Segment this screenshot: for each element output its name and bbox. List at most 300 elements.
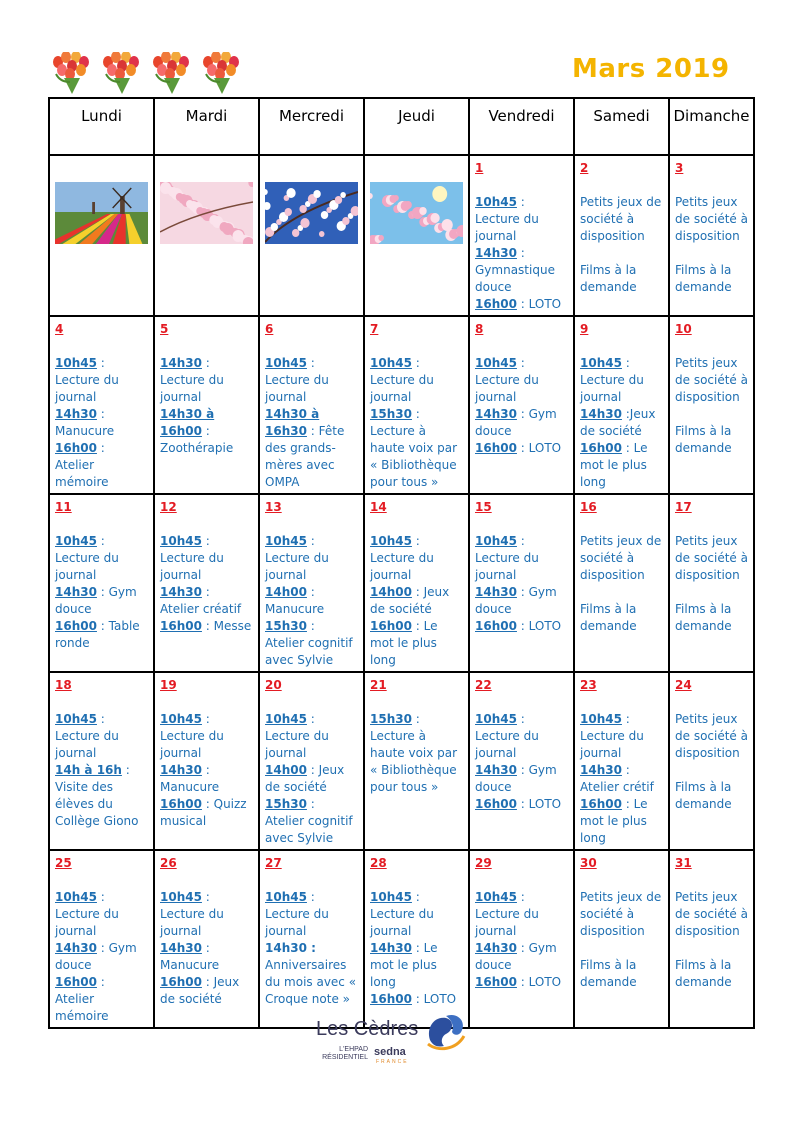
activity-text: Lecture du journal <box>475 729 539 760</box>
activity-label: : Fête des grands-mères avec OMPA <box>265 424 345 489</box>
day-number: 17 <box>675 500 692 514</box>
activity-text: Lecture du journal <box>370 907 434 938</box>
activity-label: : Jeux de société <box>265 763 345 794</box>
spacer <box>675 940 748 957</box>
activity-time: 14h30 <box>160 356 202 370</box>
activity-text: Lecture du journal <box>160 373 224 404</box>
activity-text: Lecture du journal <box>370 551 434 582</box>
spacer <box>675 245 748 262</box>
activity-text: Films à la demande <box>675 780 732 811</box>
activity-label: : LOTO <box>516 797 562 811</box>
activity-text: Atelier mémoire <box>55 458 109 489</box>
activity-line <box>55 457 148 491</box>
activity-time: 10h45 <box>160 534 202 548</box>
day-number: 28 <box>370 856 387 870</box>
activity-time: 14h30 <box>160 585 202 599</box>
cedar-emblem-icon <box>424 1010 468 1052</box>
activity-line <box>265 618 358 635</box>
activity-time: 14h00 <box>370 585 412 599</box>
activity-time: 10h45 <box>55 712 97 726</box>
activity-line <box>475 974 568 991</box>
activity-text: Films à la demande <box>675 263 732 294</box>
activity-line <box>370 355 463 372</box>
blossom-branch-photo <box>265 182 358 244</box>
activity-line <box>55 728 148 762</box>
calendar-day-cell <box>669 494 754 672</box>
activity-time: 14h30 <box>475 246 517 260</box>
activity-line <box>580 711 663 728</box>
calendar-day-cell <box>154 316 259 494</box>
spacer <box>675 762 748 779</box>
activity-line <box>370 423 463 491</box>
day-number: 16 <box>580 500 597 514</box>
calendar-day-cell <box>574 494 669 672</box>
activity-line <box>370 711 463 728</box>
activity-label: : LOTO <box>411 992 457 1006</box>
activity-text: Petits jeux de société à disposition <box>675 356 748 404</box>
activity-label: : <box>96 356 105 370</box>
activity-line <box>265 728 358 762</box>
activity-line <box>370 991 463 1008</box>
activity-time: 16h00 <box>160 975 202 989</box>
activity-time: 10h45 <box>265 712 307 726</box>
activity-time: 10h45 <box>265 356 307 370</box>
activity-time: 16h00 <box>55 619 97 633</box>
calendar-week-row <box>49 672 754 850</box>
activity-line <box>55 974 148 991</box>
activity-line <box>55 440 148 457</box>
activity-label: : <box>306 712 315 726</box>
activity-time: 14h30 <box>475 763 517 777</box>
calendar-day-cell <box>259 155 364 316</box>
activity-label: : Le mot le plus long <box>370 941 438 989</box>
day-number: 30 <box>580 856 597 870</box>
activity-text: Manucure <box>160 958 220 972</box>
activity-line <box>580 194 663 245</box>
activity-time: 14h30 à 16h30 <box>265 407 320 438</box>
activity-text: Atelier mémoire <box>55 992 109 1023</box>
activity-time: 15h30 <box>265 797 307 811</box>
activity-text: Films à la demande <box>580 602 637 633</box>
day-number: 18 <box>55 678 72 692</box>
day-number: 19 <box>160 678 177 692</box>
activity-label: : <box>516 246 525 260</box>
activity-label: : <box>201 890 210 904</box>
day-number: 21 <box>370 678 387 692</box>
activity-line <box>265 372 358 406</box>
activity-time: 15h30 <box>370 712 412 726</box>
activity-text: Lecture du journal <box>265 551 329 582</box>
activity-line <box>475 550 568 584</box>
activity-line <box>55 355 148 372</box>
activity-time: 10h45 <box>475 534 517 548</box>
activity-line <box>55 889 148 906</box>
activity-line <box>160 533 253 550</box>
activity-time: 14h30 <box>370 941 412 955</box>
activity-line <box>55 406 148 423</box>
activity-text: Visite des élèves du Collège Giono <box>55 780 139 828</box>
activity-line <box>160 372 253 406</box>
activity-line <box>55 711 148 728</box>
activity-time: 10h45 <box>265 534 307 548</box>
activity-line <box>475 245 568 262</box>
activity-label: : <box>96 975 105 989</box>
activity-line <box>265 635 358 669</box>
calendar-day-cell <box>469 494 574 672</box>
activity-line <box>475 618 568 635</box>
spacer <box>580 940 663 957</box>
day-number: 1 <box>475 161 484 175</box>
calendar-week-row <box>49 316 754 494</box>
activity-line <box>675 957 748 991</box>
activity-line <box>160 779 253 796</box>
activity-label: : <box>621 712 630 726</box>
activity-line <box>475 796 568 813</box>
activity-time: 10h45 <box>265 890 307 904</box>
pink-blossom-sky-photo <box>370 182 463 244</box>
activity-label: : <box>201 356 210 370</box>
activity-time: 14h30 à 16h00 <box>160 407 215 438</box>
calendar-day-cell <box>49 316 154 494</box>
activity-line <box>265 957 358 1008</box>
calendar-day-cell <box>574 850 669 1028</box>
activity-time: 10h45 <box>55 890 97 904</box>
calendar-day-cell <box>469 850 574 1028</box>
activity-text: Atelier cognitif avec Sylvie <box>265 814 353 845</box>
day-number: 4 <box>55 322 64 336</box>
activity-line <box>160 762 253 779</box>
activity-label: : <box>201 424 210 438</box>
activity-line <box>475 728 568 762</box>
activity-label: : Messe <box>201 619 252 633</box>
activity-text: Lecture du journal <box>55 551 119 582</box>
day-number: 23 <box>580 678 597 692</box>
activity-time: 15h30 <box>265 619 307 633</box>
activity-line <box>160 406 253 440</box>
activity-time: 15h30 <box>370 407 412 421</box>
calendar-day-cell <box>49 672 154 850</box>
calendar-week-row <box>49 850 754 1028</box>
activity-time: 14h30 <box>55 941 97 955</box>
activity-line <box>160 974 253 1008</box>
activity-line <box>475 762 568 796</box>
activity-label: : <box>411 712 420 726</box>
activity-text: Gymnastique douce <box>475 263 555 294</box>
activity-time: 14h30 <box>475 585 517 599</box>
activity-time: 14h30 <box>55 585 97 599</box>
activity-line <box>475 440 568 457</box>
activity-time: 14h30 <box>580 407 622 421</box>
activity-line <box>580 779 663 796</box>
activity-label: : LOTO <box>516 619 562 633</box>
weekday-header: Dimanche <box>669 98 754 155</box>
day-number: 5 <box>160 322 169 336</box>
activity-text: Lecture à haute voix par « Bibliothèque pour tous » <box>370 424 458 489</box>
activity-text: Lecture du journal <box>265 907 329 938</box>
activity-line <box>265 906 358 940</box>
activity-line <box>475 940 568 974</box>
activity-line <box>580 440 663 491</box>
activity-text: Lecture à haute voix par « Bibliothèque pour tous » <box>370 729 458 794</box>
activity-time: 16h00 <box>475 975 517 989</box>
logo-tagline: L'EHPAD RÉSIDENTIEL <box>322 1046 368 1061</box>
activity-line <box>265 796 358 813</box>
activity-label: : <box>411 407 420 421</box>
day-number: 11 <box>55 500 72 514</box>
activity-text: Lecture du journal <box>475 551 539 582</box>
activity-line <box>370 728 463 796</box>
activity-line <box>160 618 253 635</box>
activity-time: 10h45 <box>580 356 622 370</box>
activity-text: Manucure <box>160 780 220 794</box>
activity-line <box>55 423 148 440</box>
activity-time: 10h45 <box>370 890 412 904</box>
activity-text: Zoothérapie <box>160 441 234 455</box>
activity-label: : <box>411 356 420 370</box>
day-number: 31 <box>675 856 692 870</box>
activity-text: Lecture du journal <box>55 907 119 938</box>
activity-line <box>55 762 148 779</box>
activity-line <box>580 601 663 635</box>
activity-line <box>675 779 748 813</box>
activity-text: Lecture du journal <box>475 212 539 243</box>
activity-line <box>265 889 358 906</box>
activity-time: 10h45 <box>370 534 412 548</box>
activity-line <box>265 355 358 372</box>
day-number: 12 <box>160 500 177 514</box>
day-number: 27 <box>265 856 282 870</box>
activity-time: 16h00 <box>370 992 412 1006</box>
activity-line <box>370 889 463 906</box>
activity-label: : <box>411 534 420 548</box>
activity-line <box>160 957 253 974</box>
calendar-day-cell <box>469 316 574 494</box>
activity-label: : <box>516 534 525 548</box>
activity-time: 16h00 <box>475 797 517 811</box>
tulip-bouquet-icon <box>100 52 144 96</box>
activity-line <box>370 584 463 618</box>
page-title: Mars 2019 <box>572 54 730 84</box>
spacer <box>580 245 663 262</box>
activity-text: Lecture du journal <box>265 373 329 404</box>
activity-time: 14h à 16h <box>55 763 122 777</box>
activity-text: Lecture du journal <box>160 907 224 938</box>
day-number: 29 <box>475 856 492 870</box>
activity-line <box>370 406 463 423</box>
activity-label: : <box>121 763 130 777</box>
activity-line <box>370 550 463 584</box>
activity-line <box>580 796 663 847</box>
activity-label: : <box>621 356 630 370</box>
activity-line <box>370 906 463 940</box>
tulip-bouquet-icon <box>200 52 244 96</box>
activity-label: : <box>516 195 525 209</box>
calendar-day-cell <box>259 850 364 1028</box>
activity-time: 16h00 <box>160 619 202 633</box>
day-number: 26 <box>160 856 177 870</box>
activity-text: Lecture du journal <box>55 729 119 760</box>
day-number: 6 <box>265 322 274 336</box>
day-number: 9 <box>580 322 589 336</box>
activity-line <box>265 584 358 601</box>
activity-text: Petits jeux de société à disposition <box>580 890 662 938</box>
activity-text: Films à la demande <box>675 958 732 989</box>
activity-label: : <box>306 356 315 370</box>
activity-time: 14h00 <box>265 585 307 599</box>
activity-label: : <box>516 712 525 726</box>
activity-line <box>675 601 748 635</box>
activity-line <box>675 711 748 762</box>
spacer <box>580 584 663 601</box>
activity-line <box>475 262 568 296</box>
weekday-header: Jeudi <box>364 98 469 155</box>
activity-time: 14h30 <box>475 407 517 421</box>
activity-line <box>265 550 358 584</box>
activity-label: : <box>516 356 525 370</box>
activity-line <box>475 194 568 211</box>
activity-label: : LOTO <box>516 975 562 989</box>
activity-text: Petits jeux de société à disposition <box>675 712 748 760</box>
activity-time: 16h00 <box>475 619 517 633</box>
activity-text: Films à la demande <box>580 263 637 294</box>
activity-label: : <box>306 619 315 633</box>
activity-line <box>265 406 358 491</box>
weekday-header: Mardi <box>154 98 259 155</box>
activity-time: 10h45 <box>55 356 97 370</box>
activity-line <box>580 372 663 406</box>
activity-time: 10h45 <box>160 890 202 904</box>
activity-label: : <box>306 534 315 548</box>
logo-name: Les Cèdres <box>316 1018 419 1040</box>
activity-line <box>160 728 253 762</box>
calendar-day-cell <box>364 672 469 850</box>
activity-line <box>580 728 663 762</box>
day-number: 14 <box>370 500 387 514</box>
calendar-day-cell <box>49 494 154 672</box>
activity-line <box>580 957 663 991</box>
activity-line <box>160 550 253 584</box>
calendar-day-cell <box>154 494 259 672</box>
activity-line <box>475 533 568 550</box>
activity-label: : <box>96 712 105 726</box>
calendar-day-cell <box>259 316 364 494</box>
activity-line <box>370 372 463 406</box>
calendar-day-cell <box>154 672 259 850</box>
activity-text: Manucure <box>265 602 325 616</box>
activity-label: : Le mot le plus long <box>370 619 438 667</box>
activity-time: 16h00 <box>580 797 622 811</box>
activity-label: : <box>306 797 315 811</box>
weekday-header: Vendredi <box>469 98 574 155</box>
activity-text: Films à la demande <box>675 424 732 455</box>
activity-line <box>675 889 748 940</box>
activity-time: 16h00 <box>55 975 97 989</box>
activity-line <box>475 711 568 728</box>
weekday-header: Lundi <box>49 98 154 155</box>
activity-line <box>675 355 748 406</box>
cherry-blossom-photo <box>160 182 253 244</box>
calendar-day-cell <box>364 155 469 316</box>
calendar-day-cell <box>574 672 669 850</box>
activity-line <box>160 355 253 372</box>
activity-text: Anniversaires du mois avec « Croque note » <box>265 958 357 1006</box>
calendar-week-row <box>49 494 754 672</box>
activity-time: 14h30 <box>160 941 202 955</box>
calendar-day-cell <box>259 494 364 672</box>
activity-line <box>55 940 148 974</box>
activity-text: Atelier créatif <box>160 602 242 616</box>
activity-label: : <box>201 585 210 599</box>
activity-text: Lecture du journal <box>370 373 434 404</box>
calendar-day-cell <box>259 672 364 850</box>
activity-line <box>160 906 253 940</box>
activity-label: : <box>516 890 525 904</box>
activity-label: : Quizz musical <box>160 797 247 828</box>
spacer <box>675 584 748 601</box>
activity-line <box>475 211 568 245</box>
activity-label: : <box>96 407 105 421</box>
activity-label: : Le mot le plus long <box>580 797 648 845</box>
activity-line <box>675 533 748 584</box>
activity-label: : <box>201 712 210 726</box>
activity-line <box>55 550 148 584</box>
activity-time: 14h30 <box>55 407 97 421</box>
activity-line <box>475 889 568 906</box>
day-number: 22 <box>475 678 492 692</box>
activity-label: : <box>201 534 210 548</box>
activity-line <box>475 406 568 440</box>
activity-text: Atelier cognitif avec Sylvie <box>265 636 353 667</box>
activity-label: : Gym douce <box>475 585 557 616</box>
activity-time: 10h45 <box>160 712 202 726</box>
activity-time: 14h30 <box>160 763 202 777</box>
calendar-body <box>49 155 754 1028</box>
activity-line <box>675 194 748 245</box>
day-number: 20 <box>265 678 282 692</box>
activity-time: 16h00 <box>370 619 412 633</box>
activity-line <box>265 813 358 847</box>
day-number: 2 <box>580 161 589 175</box>
activity-line <box>55 779 148 830</box>
activity-line <box>265 940 358 957</box>
activity-line <box>265 762 358 796</box>
activity-line <box>580 355 663 372</box>
activity-label: : <box>96 890 105 904</box>
activity-label: : LOTO <box>516 297 562 311</box>
activity-label: : Gym douce <box>55 585 137 616</box>
spacer <box>675 406 748 423</box>
activity-label: : Table ronde <box>55 619 140 650</box>
activity-label: : <box>96 441 105 455</box>
tulip-field-windmill-photo <box>55 182 148 244</box>
activity-text: Petits jeux de société à disposition <box>675 890 748 938</box>
activity-label: : Gym douce <box>55 941 137 972</box>
activity-time: 16h00 <box>160 797 202 811</box>
day-number: 10 <box>675 322 692 336</box>
activity-line <box>265 711 358 728</box>
activity-line <box>580 262 663 296</box>
activity-text: Lecture du journal <box>475 373 539 404</box>
logo-country: FRANCE <box>376 1059 409 1065</box>
activity-label: : <box>201 941 210 955</box>
activity-time: 10h45 <box>370 356 412 370</box>
activity-text: Lecture du journal <box>160 729 224 760</box>
activity-line <box>475 906 568 940</box>
activity-line <box>475 296 568 313</box>
activity-time: 14h30 <box>580 763 622 777</box>
activity-label: : <box>96 534 105 548</box>
activity-time: 10h45 <box>475 195 517 209</box>
